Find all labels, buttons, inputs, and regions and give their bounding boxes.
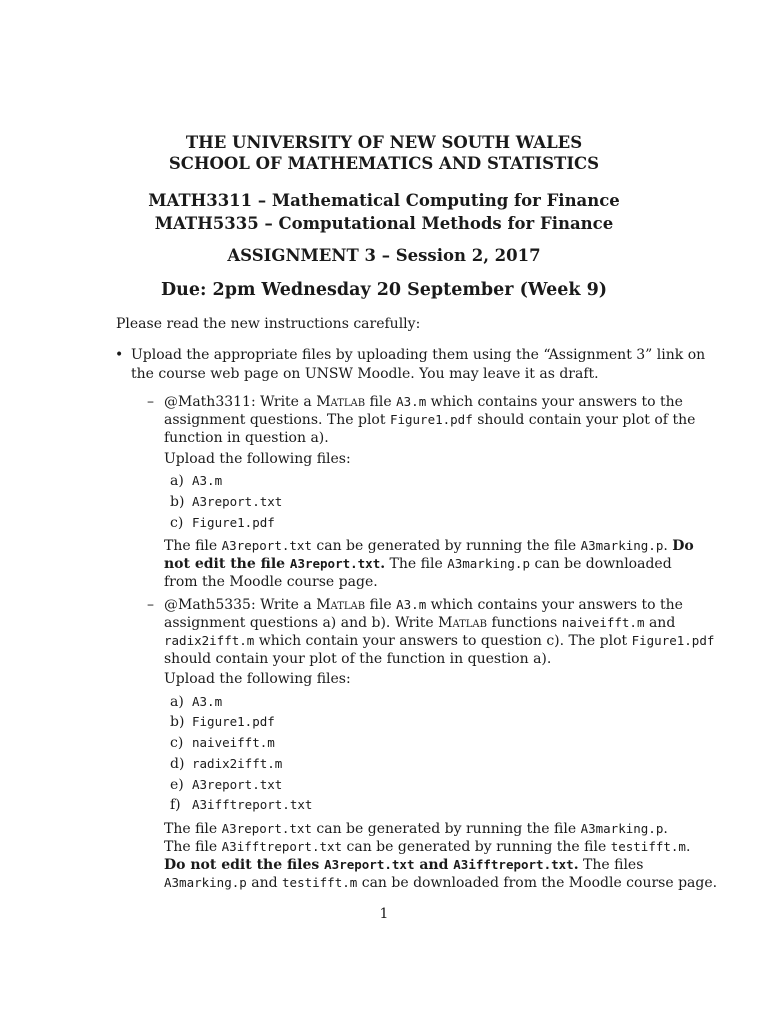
file-name: radix2ifft.m [192,756,283,771]
school-title: SCHOOL OF MATHEMATICS AND STATISTICS [168,154,600,173]
file-name: A3.m [192,473,223,488]
university-title: THE UNIVERSITY OF NEW SOUTH WALES [185,133,583,152]
dash-math5335: – [147,597,154,613]
bullet-marker: • [115,347,124,363]
file-name: naiveifft.m [192,735,275,750]
file-label: c) [170,735,184,751]
math5335-line-1: @Math5335: Write a Matlab file A3.m which contains your answers to the [164,597,683,613]
math3311-line-1: @Math3311: Write a Matlab file A3.m which contains your answers to the [164,394,683,410]
math3311-upload-heading: Upload the following files: [164,451,351,467]
math3311-line-3: function in question a). [164,430,329,446]
file-label: e) [170,777,184,793]
file-name: A3ifftreport.txt [192,797,313,812]
course-title-math5335: MATH5335 – Computational Methods for Finance [154,214,614,233]
page-number: 1 [379,906,389,922]
bullet-line-2: the course web page on UNSW Moodle. You may leave it as draft. [131,366,599,382]
math5335-line-3: radix2ifft.m which contain your answers to question c). The plot Figure1.pdf [164,633,715,649]
math3311-note-line-3: from the Moodle course page. [164,574,378,590]
file-label: c) [170,515,184,531]
intro-text: Please read the new instructions carefully: [116,316,421,332]
dash-math3311: – [147,394,154,410]
file-name: Figure1.pdf [192,714,275,729]
math5335-note-line-1: The file A3report.txt can be generated by running the file A3marking.p. [164,821,668,837]
file-label: f) [170,797,181,813]
file-name: A3.m [192,694,223,709]
math5335-note-line-3: Do not edit the files A3report.txt and A3ifftreport.txt. The files [164,857,644,873]
file-label: a) [170,473,184,489]
file-label: b) [170,714,185,730]
file-label: a) [170,694,184,710]
math3311-line-2: assignment questions. The plot Figure1.pdf should contain your plot of the [164,412,696,428]
assignment-title: ASSIGNMENT 3 – Session 2, 2017 [227,246,541,265]
math5335-line-2: assignment questions a) and b). Write Matlab functions naiveifft.m and [164,615,676,631]
file-label: d) [170,756,185,772]
due-date: Due: 2pm Wednesday 20 September (Week 9) [160,280,608,300]
math3311-note-line-1: The file A3report.txt can be generated by running the file A3marking.p. Do [164,538,694,554]
bullet-line-1: Upload the appropriate files by uploading them using the “Assignment 3” link on [131,347,706,363]
file-name: A3report.txt [192,494,283,509]
math5335-line-4: should contain your plot of the function in question a). [164,651,552,667]
math5335-note-line-2: The file A3ifftreport.txt can be generated by running the file testifft.m. [164,839,691,855]
file-label: b) [170,494,185,510]
file-name: A3report.txt [192,777,283,792]
math5335-note-line-4: A3marking.p and testifft.m can be downloaded from the Moodle course page. [164,875,718,891]
course-title-math3311: MATH3311 – Mathematical Computing for Finance [148,191,620,210]
math5335-upload-heading: Upload the following files: [164,671,351,687]
math3311-note-line-2: not edit the file A3report.txt. The file A3marking.p can be downloaded [164,556,672,572]
file-name: Figure1.pdf [192,515,275,530]
